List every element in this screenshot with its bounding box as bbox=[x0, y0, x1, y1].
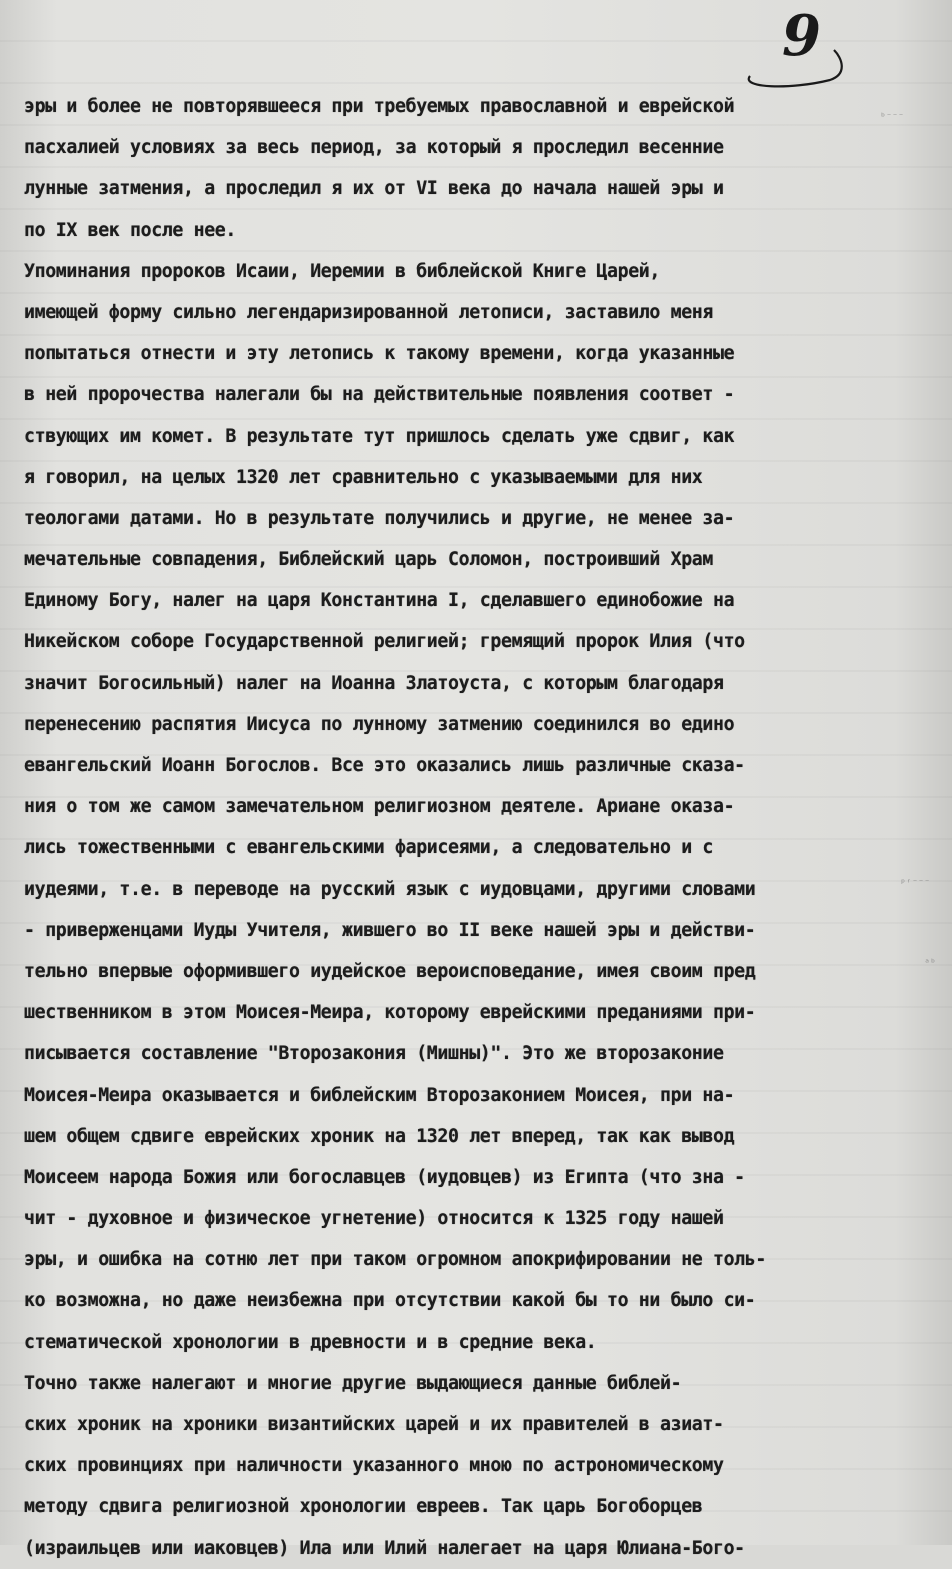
text-line: ских провинциях при наличности указанного мною по астрономическому bbox=[24, 1455, 724, 1477]
text-line: писывается составление "Второзакония (Мишны)". Это же второзаконие bbox=[24, 1043, 724, 1065]
text-line: лись тожественными с евангельскими фарисеями, а следовательно и с bbox=[24, 837, 713, 859]
text-line: ствующих им комет. В результате тут пришлось сделать уже сдвиг, как bbox=[24, 425, 735, 447]
margin-mark: ᵖʳ⁻⁻⁻ bbox=[900, 878, 931, 889]
text-line: евангельский Иоанн Богослов. Все это оказались лишь различные сказа- bbox=[24, 755, 745, 776]
text-line: имеющей форму сильно легендаризированной летописи, заставило меня bbox=[24, 301, 713, 323]
text-line: ния о том же самом замечательном религиозном деятеле. Ариане оказа- bbox=[24, 796, 735, 818]
text-line: эры и более не повторявшееся при требуемых православной и еврейской bbox=[24, 96, 735, 117]
page-number: 9 bbox=[782, 3, 821, 69]
text-line: эры, и ошибка на сотню лет при таком огромном апокрифировании не толь- bbox=[24, 1249, 766, 1271]
margin-mark: ᵇ⁻⁻⁻ bbox=[880, 112, 905, 123]
body-text bbox=[24, 86, 904, 1569]
text-line: попытаться отнести и эту летопись к такому времени, когда указанные bbox=[24, 343, 735, 365]
text-line: мечательные совпадения, Библейский царь Соломон, построивший Храм bbox=[24, 549, 713, 571]
text-line: значит Богосильный) налег на Иоанна Златоуста, с которым благодаря bbox=[24, 672, 724, 694]
text-line: иудеями, т.е. в переводе на русский язык с иудовцами, другими словами bbox=[24, 878, 756, 900]
text-line: чит - духовное и физическое угнетение) относится к 1325 году нашей bbox=[24, 1208, 724, 1230]
text-line: Никейском соборе Государственной религией; гремящий пророк Илия (что bbox=[24, 631, 745, 653]
text-line: пасхалией условиях за весь период, за который я проследил весенние bbox=[24, 137, 724, 159]
text-line: теологами датами. Но в результате получились и другие, не менее за- bbox=[24, 507, 735, 529]
text-line: Упоминания пророков Исаии, Иеремии в библейской Книге Царей, bbox=[24, 260, 660, 282]
text-line: Точно также налегают и многие другие выдающиеся данные библей- bbox=[24, 1372, 682, 1394]
text-line: - приверженцами Иуды Учителя, жившего во II веке нашей эры и действи- bbox=[24, 919, 756, 941]
text-line: лунные затмения, а проследил я их от VI века до начала нашей эры и bbox=[24, 178, 724, 200]
text-line: я говорил, на целых 1320 лет сравнительно с указываемыми для них bbox=[24, 466, 703, 488]
text-line: Моисея-Меира оказывается и библейским Второзаконием Моисея, при на- bbox=[24, 1084, 735, 1106]
text-line: ских хроник на хроники византийских царей и их правителей в азиат- bbox=[24, 1414, 724, 1435]
text-line: шественником в этом Моисея-Меира, которому еврейскими преданиями при- bbox=[24, 1002, 756, 1024]
text-line: ко возможна, но даже неизбежна при отсутствии какой бы то ни было си- bbox=[24, 1290, 756, 1312]
text-line: шем общем сдвиге еврейских хроник на 1320 лет вперед, так как вывод bbox=[24, 1125, 735, 1147]
text-line: стематической хронологии в древности и в средние века. bbox=[24, 1331, 597, 1353]
text-line: перенесению распятия Иисуса по лунному затмению соединился во едино bbox=[24, 713, 735, 735]
text-line: методу сдвига религиозной хронологии евреев. Так царь Богоборцев bbox=[24, 1496, 703, 1518]
text-line: Моисеем народа Божия или богославцев (иудовцев) из Египта (что зна - bbox=[24, 1166, 745, 1188]
text-line: в ней пророчества налегали бы на действительные появления соответ - bbox=[24, 384, 735, 406]
text-line: Единому Богу, налег на царя Константина I, сделавшего единобожие на bbox=[24, 590, 735, 612]
margin-mark: ᵃᵇ bbox=[924, 958, 937, 969]
text-line: (израильцев или иаковцев) Ила или Илий налегает на царя Юлиана-Бого- bbox=[24, 1537, 745, 1559]
text-line: тельно впервые оформившего иудейское вероисповедание, имея своим пред bbox=[24, 960, 756, 982]
text-line: по IX век после нее. bbox=[24, 219, 236, 241]
